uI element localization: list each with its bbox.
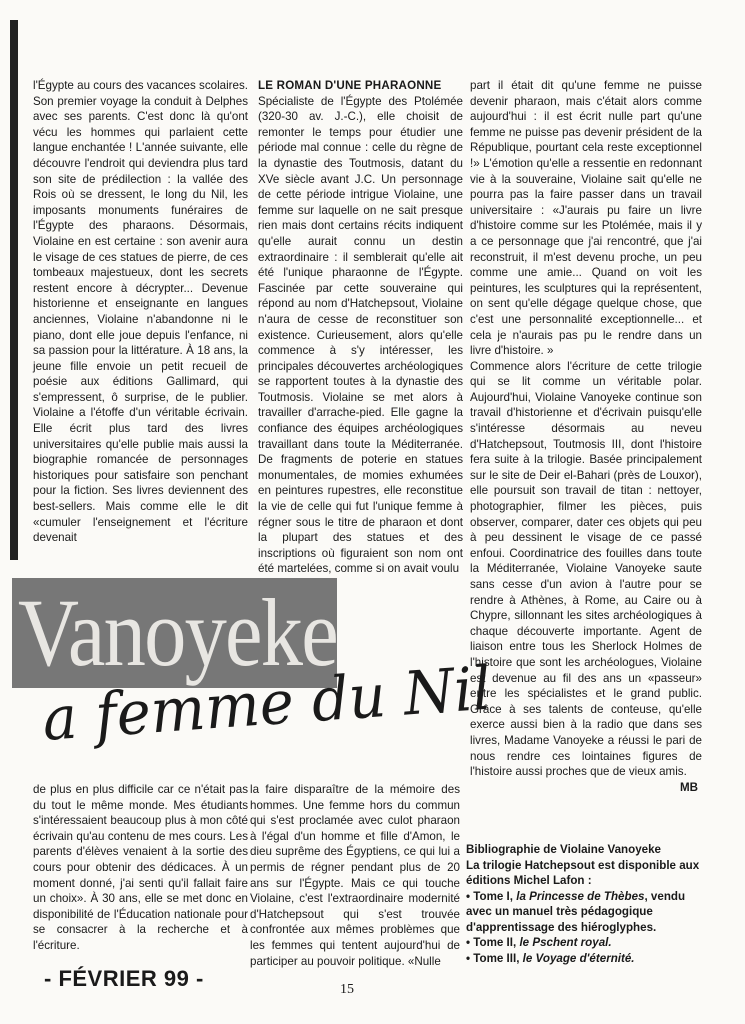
article-column-2 <box>258 78 463 577</box>
column-5-text: la faire disparaître de la mémoire des hommes. Une femme hors du commun qui s'est proclamée avec culot pharaon à l'égal d'un homme et fille d'Amon, le dieu suprême des Égyptiens, ce qui lui a permis de régner pendant plus de 20 ans sur l'Égypte. Mais ce qui touche Violaine, c'est l'extraordinaire modernité d'Hatchepsout qui s'est trouvée confrontée aux mêmes problèmes que les femmes qui tentent aujourd'hui de participer au pouvoir politique. «Nulle <box>250 783 460 968</box>
bibliography-tome-1: • Tome I, la Princesse de Thèbes, vendu avec un manuel très pédagogique d'apprentissage des hiéroglyphes. <box>466 889 686 934</box>
page-number: 15 <box>340 982 354 997</box>
column-3-text-1: part il était dit qu'une femme ne puisse devenir pharaon, mais c'était alors comme aujourd'hui : il est écrit nulle part qu'une femme ne puisse pas devenir président de la République, pourtant cela reste exceptionnel !» L'émotion qu'elle a ressentie en redonnant vie à la souveraine, Violaine sait qu'elle ne pourra pas la faire passer dans un travail universitaire : «J'aurais pu faire un livre d'histoire comme sur les Ptolémée, mais il y a ce personnage que j'ai rencontré, que j'ai reconstruit, il m'est devenu proche, un peu comme une amie... Quand on voit les peintures, les sculptures qui la représentent, on sent qu'elle dégage quelque chose, que c'est une personnalité exceptionnelle... et cela je n'aurais pas pu le rendre dans un livre d'histoire. » <box>470 79 702 358</box>
author-signature: MB <box>679 780 698 794</box>
page-edge-bar <box>10 20 18 560</box>
article-column-1 <box>33 78 248 546</box>
issue-date: - FÉVRIER 99 - <box>44 966 204 991</box>
article-column-5 <box>250 782 460 969</box>
column-1-text: l'Égypte au cours des vacances scolaires. Son premier voyage la conduit à Delphes avec ses parents. C'est donc là qu'ont vécu les hommes qui parlaient cette langue enchantée ! L'année suivante, elle découvre l'endroit qui deviendra plus tard son site de prédilection : la vallée des Rois où se dressent, le long du Nil, les imposants monuments funéraires de l'Égypte des pharaons. Désormais, Violaine en est certaine : son avenir aura le visage de ces statues de pierre, de ces tombeaux majestueux, dont les secrets restent encore à décrypter... Devenue historienne et enseignante en langues anciennes, Violaine n'abandonne ni le piano, dont elle joue depuis l'enfance, ni sa passion pour la littérature. À 18 ans, la jeune fille envoie un petit recueil de poésie aux éditions Gallimard, qui s'empressent, ô surprise, de le publier. Violaine a l'étoffe d'un véritable écrivain. Elle écrit plus tard des livres universitaires qu'elle publie mais aussi la biographie romancée de personnages historiques pour satisfaire son penchant pour la fiction. Ses livres deviennent des best-sellers. Mais comme elle le dit «cumuler l'enseignement et l'écriture devenait <box>33 79 248 545</box>
column-4-text: de plus en plus difficile car ce n'était pas du tout le même monde. Mes étudiants s'intéressaient beaucoup plus à mon côté écrivain qu'au contenu de mes cours. Les parents d'élèves venaient à la sortie des cours pour obtenir des dédicaces. À un moment donné, j'ai senti qu'il fallait faire un choix». À 30 ans, elle se met donc en disponibilité de l'Éducation nationale pour se consacrer à la recherche et à l'écriture. <box>33 783 248 952</box>
bibliography-tome-3: • Tome III, le Voyage d'éternité. <box>466 951 635 965</box>
headline-line-1: Vanoyeke <box>18 579 338 686</box>
column-2-text: Spécialiste de l'Égypte des Ptolémée (320-30 av. J.-C.), elle choisit de remonter le temps pour étudier une période mal connue : celle du règne de la dynastie des Toutmosis, datant du XVe siècle avant J.C. Un personnage de cette période intrigue Violaine, une femme sur laquelle on ne sait presque rien mais dont certains récits indiquent qu'elle aurait connu un destin extraordinaire : il semblerait qu'elle ait été l'unique pharaonne de l'Égypte. Fascinée par cette souveraine qui répond au nom d'Hatchepsout, Violaine n'aura de cesse de reconstituer son existence. Curieusement, alors qu'elle commence à s'y intéresser, les principales découvertes archéologiques se rapportent toutes à la dynastie des Toutmosis. Violaine se met alors à travailler d'arrache-pied. Elle gagne la confiance des équipes archéologiques travaillant dans toute la Méditerranée. De fragments de poterie en statues monumentales, de momies exhumées en peintures rupestres, elle reconstitue la vie de celle qui fut l'unique femme à régner sous le titre de pharaon et dont la plupart des statues et des inscriptions où figuraient son nom ont été martelées, comme si on avait voulu <box>258 94 463 576</box>
bibliography-intro: La trilogie Hatchepsout est disponible aux éditions Michel Lafon : <box>466 858 700 887</box>
article-column-3 <box>470 78 702 795</box>
column-3-text-2: Commence alors l'écriture de cette trilogie qui se lit comme un véritable polar. Aujourd'hui, Violaine Vanoyeke continue son travail d'historienne et d'écrivain puisqu'elle s'intéresse désormais au neveu d'Hatchepsout, Toutmosis III, dont l'histoire fera suite à la trilogie. Basée principalement sur le site de Deir el-Bahari (près de Louxor), elle poursuit son travail de titan : nettoyer, photographier, filmer les pièces, puis observer, comparer, dater ces objets qui peu à peu dessinent le visage de ce passé enfoui. Coordinatrice des fouilles dans toute la Méditerranée, Violaine Vanoyeke saute sans cesse d'un avion à l'autre pour se rendre à Athènes, à Rome, au Caire ou à Chypre, sillonnant les sites archéologiques à chaque découverte importante. Agent de liaison entre tous les Sherlock Holmes de l'histoire que sont les archéologues, Violaine est devenue au fil des ans un «passeur» entre les spécialistes et le grand public. Grâce à ses talents de conteuse, qu'elle exerce aussi bien à la radio que dans ses livres, Madame Vanoyeke a réussi le pari de nous rendre ces lointaines figures de l'histoire aussi proches que de vieux amis. MB <box>470 359 702 794</box>
bibliography-tome-2: • Tome II, le Pschent royal. <box>466 936 612 949</box>
headline-line-2: a femme du Nil <box>40 653 494 755</box>
bibliography-box <box>466 842 706 966</box>
article-column-4 <box>33 782 248 954</box>
bibliography-heading: Bibliographie de Violaine Vanoyeke <box>466 843 662 856</box>
section-heading: LE ROMAN D'UNE PHARAONNE <box>258 79 442 92</box>
